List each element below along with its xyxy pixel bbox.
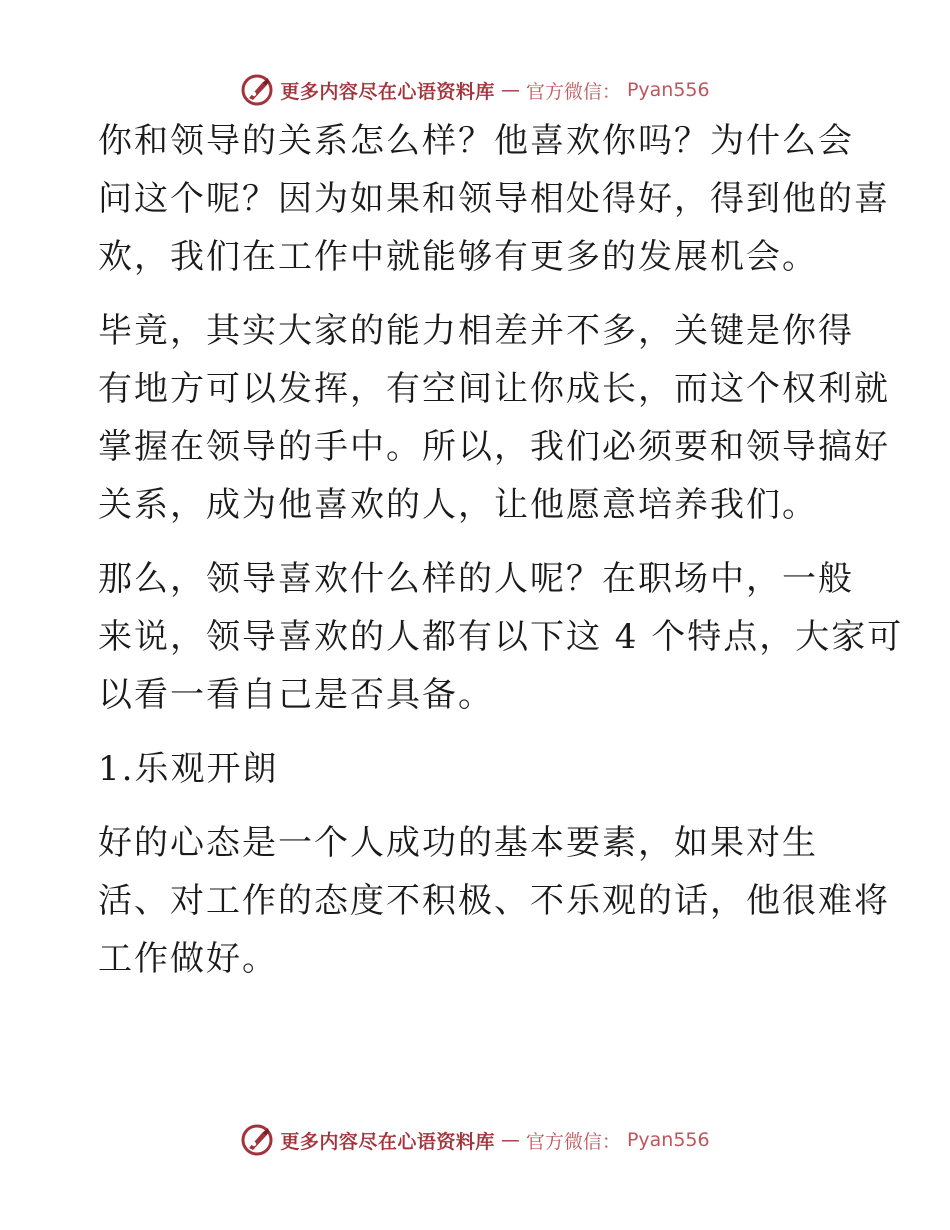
banner-wechat-label: 官方微信： (525, 80, 621, 103)
paragraph-line: 以看一看自己是否具备。 (98, 675, 494, 715)
banner-dash: — (500, 79, 520, 101)
paragraph-line: 问这个呢？因为如果和领导相处得好，得到他的喜 (98, 179, 890, 219)
paragraph-4 (98, 814, 890, 988)
header-banner (0, 70, 950, 110)
banner-wechat-id: Pyan556 (626, 79, 710, 101)
paragraph-line: 毕竟，其实大家的能力相差并不多，关键是你得 (98, 311, 854, 351)
document-body (98, 112, 904, 1004)
paragraph-1 (98, 112, 890, 286)
paragraph-line: 欢，我们在工作中就能够有更多的发展机会。 (98, 237, 818, 277)
paragraph-2 (98, 302, 890, 534)
paragraph-line: 工作做好。 (98, 939, 278, 979)
banner-dash: — (500, 1129, 520, 1151)
quill-pen-logo-icon (240, 73, 274, 107)
section-heading: 1.乐观开朗 (98, 749, 279, 789)
paragraph-line: 来说，领导喜欢的人都有以下这 4 个特点，大家可 (98, 617, 904, 657)
footer-banner (0, 1120, 950, 1160)
paragraph-line: 那么，领导喜欢什么样的人呢？在职场中，一般 (98, 559, 854, 599)
banner-brand-text: 更多内容尽在心语资料库 (280, 80, 495, 103)
paragraph-line: 关系，成为他喜欢的人，让他愿意培养我们。 (98, 485, 818, 525)
banner-brand-text: 更多内容尽在心语资料库 (280, 1130, 495, 1153)
paragraph-line: 你和领导的关系怎么样？他喜欢你吗？为什么会 (98, 121, 854, 161)
paragraph-line: 掌握在领导的手中。所以，我们必须要和领导搞好 (98, 427, 890, 467)
banner-wechat-id: Pyan556 (626, 1129, 710, 1151)
paragraph-line: 活、对工作的态度不积极、不乐观的话，他很难将 (98, 881, 890, 921)
paragraph-line: 好的心态是一个人成功的基本要素，如果对生 (98, 823, 818, 863)
banner-wechat-label: 官方微信： (525, 1130, 621, 1153)
quill-pen-logo-icon (240, 1123, 274, 1157)
paragraph-3 (98, 550, 904, 724)
paragraph-line: 有地方可以发挥，有空间让你成长，而这个权利就 (98, 369, 890, 409)
